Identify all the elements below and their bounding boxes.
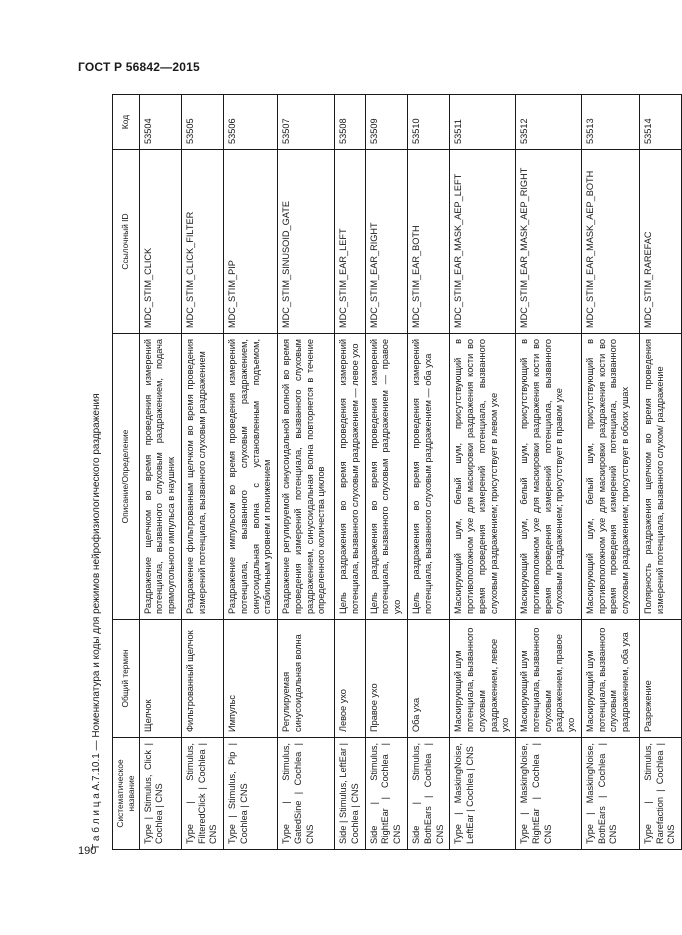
- cell-code: 53511: [450, 95, 516, 150]
- cell-ref-id: MDC_STIM_EAR_MASK_AEP_LEFT: [450, 150, 516, 334]
- nomenclature-table: [112, 94, 682, 850]
- cell-ref-id: MDC_STIM_EAR_MASK_AEP_RIGHT: [516, 150, 582, 334]
- cell-code: 53510: [407, 95, 449, 150]
- cell-description: Полярность раздражения щелчком во время проведения измерений потенциала, вызванного слухом/ раздражение: [639, 334, 681, 620]
- cell-term: Левое ухо: [335, 620, 366, 738]
- cell-description: Маскирующий шум, белый шум, присутствующий в противоположном ухе для маскировки раздражения кости во время проведения измерений потенциала, вызванного слуховым раздражением; присутствует в правом ухе: [516, 334, 582, 620]
- cell-code: 53509: [365, 95, 407, 150]
- cell-term: Регулируемая синусоидальная волна: [278, 620, 335, 738]
- cell-ref-id: MDC_STIM_RAREFAC: [639, 150, 681, 334]
- cell-term: Оба уха: [407, 620, 449, 738]
- cell-term: Разрежение: [639, 620, 681, 738]
- cell-code: 53514: [639, 95, 681, 150]
- cell-term: Маскирующий шум потенциала, вызванного слуховым раздражением, левое ухо: [450, 620, 516, 738]
- col-header-ref-id: Ссылочный ID: [113, 150, 140, 334]
- cell-term: Импульс: [224, 620, 278, 738]
- cell-systematic: Type | MaskingNoise, BothEars | Cochlea | CNS: [581, 738, 639, 850]
- cell-systematic: Type | Stimulus, Pip | Cochlea | CNS: [224, 738, 278, 850]
- rotated-table-page: [87, 95, 677, 850]
- cell-term: Щелчок: [139, 620, 181, 738]
- standard-id: ГОСТ Р 56842—2015: [78, 60, 200, 74]
- cell-systematic: Type | Stimulus, Rarefaction | Cochlea | CNS: [639, 738, 681, 850]
- cell-description: Цель раздражения во время проведения измерений потенциала, вызванного слуховым раздражением — оба уха: [407, 334, 449, 620]
- cell-code: 53505: [181, 95, 223, 150]
- cell-term: Маскирующий шум потенциала, вызванного слуховым раздражением, оба уха: [581, 620, 639, 738]
- col-header-description: Описание/Определение: [113, 334, 140, 620]
- col-header-term: Общий термин: [113, 620, 140, 738]
- table-row: [335, 95, 366, 850]
- cell-systematic: Side | Stimulus, BothEars | Cochlea | CNS: [407, 738, 449, 850]
- cell-ref-id: MDC_STIM_EAR_LEFT: [335, 150, 366, 334]
- table-row: [224, 95, 278, 850]
- table-caption: Т а б л и ц а А.7.10.1 — Номенклатура и коды для режимов нейрофизиологического раздражения: [91, 393, 102, 850]
- cell-code: 53504: [139, 95, 181, 150]
- cell-systematic: Type | Stimulus, Click | Cochlea | CNS: [139, 738, 181, 850]
- cell-description: Маскирующий шум, белый шум, присутствующий в противоположном ухе для маскировки раздражения кости во время проведения измерений потенциала, вызванного слуховым раздражением; присутствует в левом ухе: [450, 334, 516, 620]
- cell-description: Цель раздражения во время проведения измерений потенциала, вызванного слуховым раздражением — левое ухо: [335, 334, 366, 620]
- cell-code: 53508: [335, 95, 366, 150]
- cell-description: Маскирующий шум, белый шум, присутствующий в противоположном ухе для маскировки раздражения кости во время проведения измерений потенциала, вызванного слуховым раздражением; присутствует в обоих ушах: [581, 334, 639, 620]
- cell-code: 53513: [581, 95, 639, 150]
- cell-ref-id: MDC_STIM_EAR_BOTH: [407, 150, 449, 334]
- cell-systematic: Type | MaskingNoise, RightEar | Cochlea | CNS: [516, 738, 582, 850]
- cell-description: Раздражение щелчком во время проведения измерений потенциала, вызванного слуховым раздражением, подача прямоугольного импульса в наушник: [139, 334, 181, 620]
- cell-systematic: Side | Stimulus, LeftEar | Cochlea | CNS: [335, 738, 366, 850]
- table-row: [139, 95, 181, 850]
- table-row: [639, 95, 681, 850]
- cell-systematic: Side | Stimulus, RightEar | Cochlea | CNS: [365, 738, 407, 850]
- cell-ref-id: MDC_STIM_SINUSOID_GATE: [278, 150, 335, 334]
- cell-description: Цель раздражения во время проведения измерений потенциала, вызванного слуховым раздражением — правое ухо: [365, 334, 407, 620]
- table-row: [581, 95, 639, 850]
- col-header-code: Код: [113, 95, 140, 150]
- table-row: [407, 95, 449, 850]
- cell-systematic: Type | MaskingNoise, LeftEar | Cochlea | CNS: [450, 738, 516, 850]
- cell-code: 53512: [516, 95, 582, 150]
- cell-description: Раздражение фильтрованным щелчком во время проведения измерений потенциала, вызванного слуховым раздражением: [181, 334, 223, 620]
- cell-code: 53507: [278, 95, 335, 150]
- cell-ref-id: MDC_STIM_PIP: [224, 150, 278, 334]
- table-row: [181, 95, 223, 850]
- cell-term: Маскирующий шум потенциала, вызванного слуховым раздражением, правое ухо: [516, 620, 582, 738]
- cell-code: 53506: [224, 95, 278, 150]
- table-row: [450, 95, 516, 850]
- cell-ref-id: MDC_STIM_CLICK: [139, 150, 181, 334]
- table-row: [365, 95, 407, 850]
- cell-systematic: Type | Stimulus, GatedSine | Cochlea | CNS: [278, 738, 335, 850]
- cell-systematic: Type | Stimulus, FilteredClick | Cochlea | CNS: [181, 738, 223, 850]
- cell-ref-id: MDC_STIM_EAR_RIGHT: [365, 150, 407, 334]
- cell-term: Правое ухо: [365, 620, 407, 738]
- cell-term: Фильтрованный щелчок: [181, 620, 223, 738]
- table-row: [278, 95, 335, 850]
- cell-ref-id: MDC_STIM_EAR_MASK_AEP_BOTH: [581, 150, 639, 334]
- table-header-row: [113, 95, 140, 850]
- page-number: 190: [78, 845, 97, 857]
- table-row: [516, 95, 582, 850]
- cell-ref-id: MDC_STIM_CLICK_FILTER: [181, 150, 223, 334]
- col-header-systematic: Систематическое название: [113, 738, 140, 850]
- cell-description: Раздражение регулируемой синусоидальной волной во время проведения измерений потенциала, вызванного слуховым раздражением, синусоидальная волна повторяется в течение определенного количества циклов: [278, 334, 335, 620]
- cell-description: Раздражение импульсом во время проведения измерений потенциала, вызванного слуховым раздражением, синусоидальная волна с установленным подъемом, стабильным уровнем и понижением: [224, 334, 278, 620]
